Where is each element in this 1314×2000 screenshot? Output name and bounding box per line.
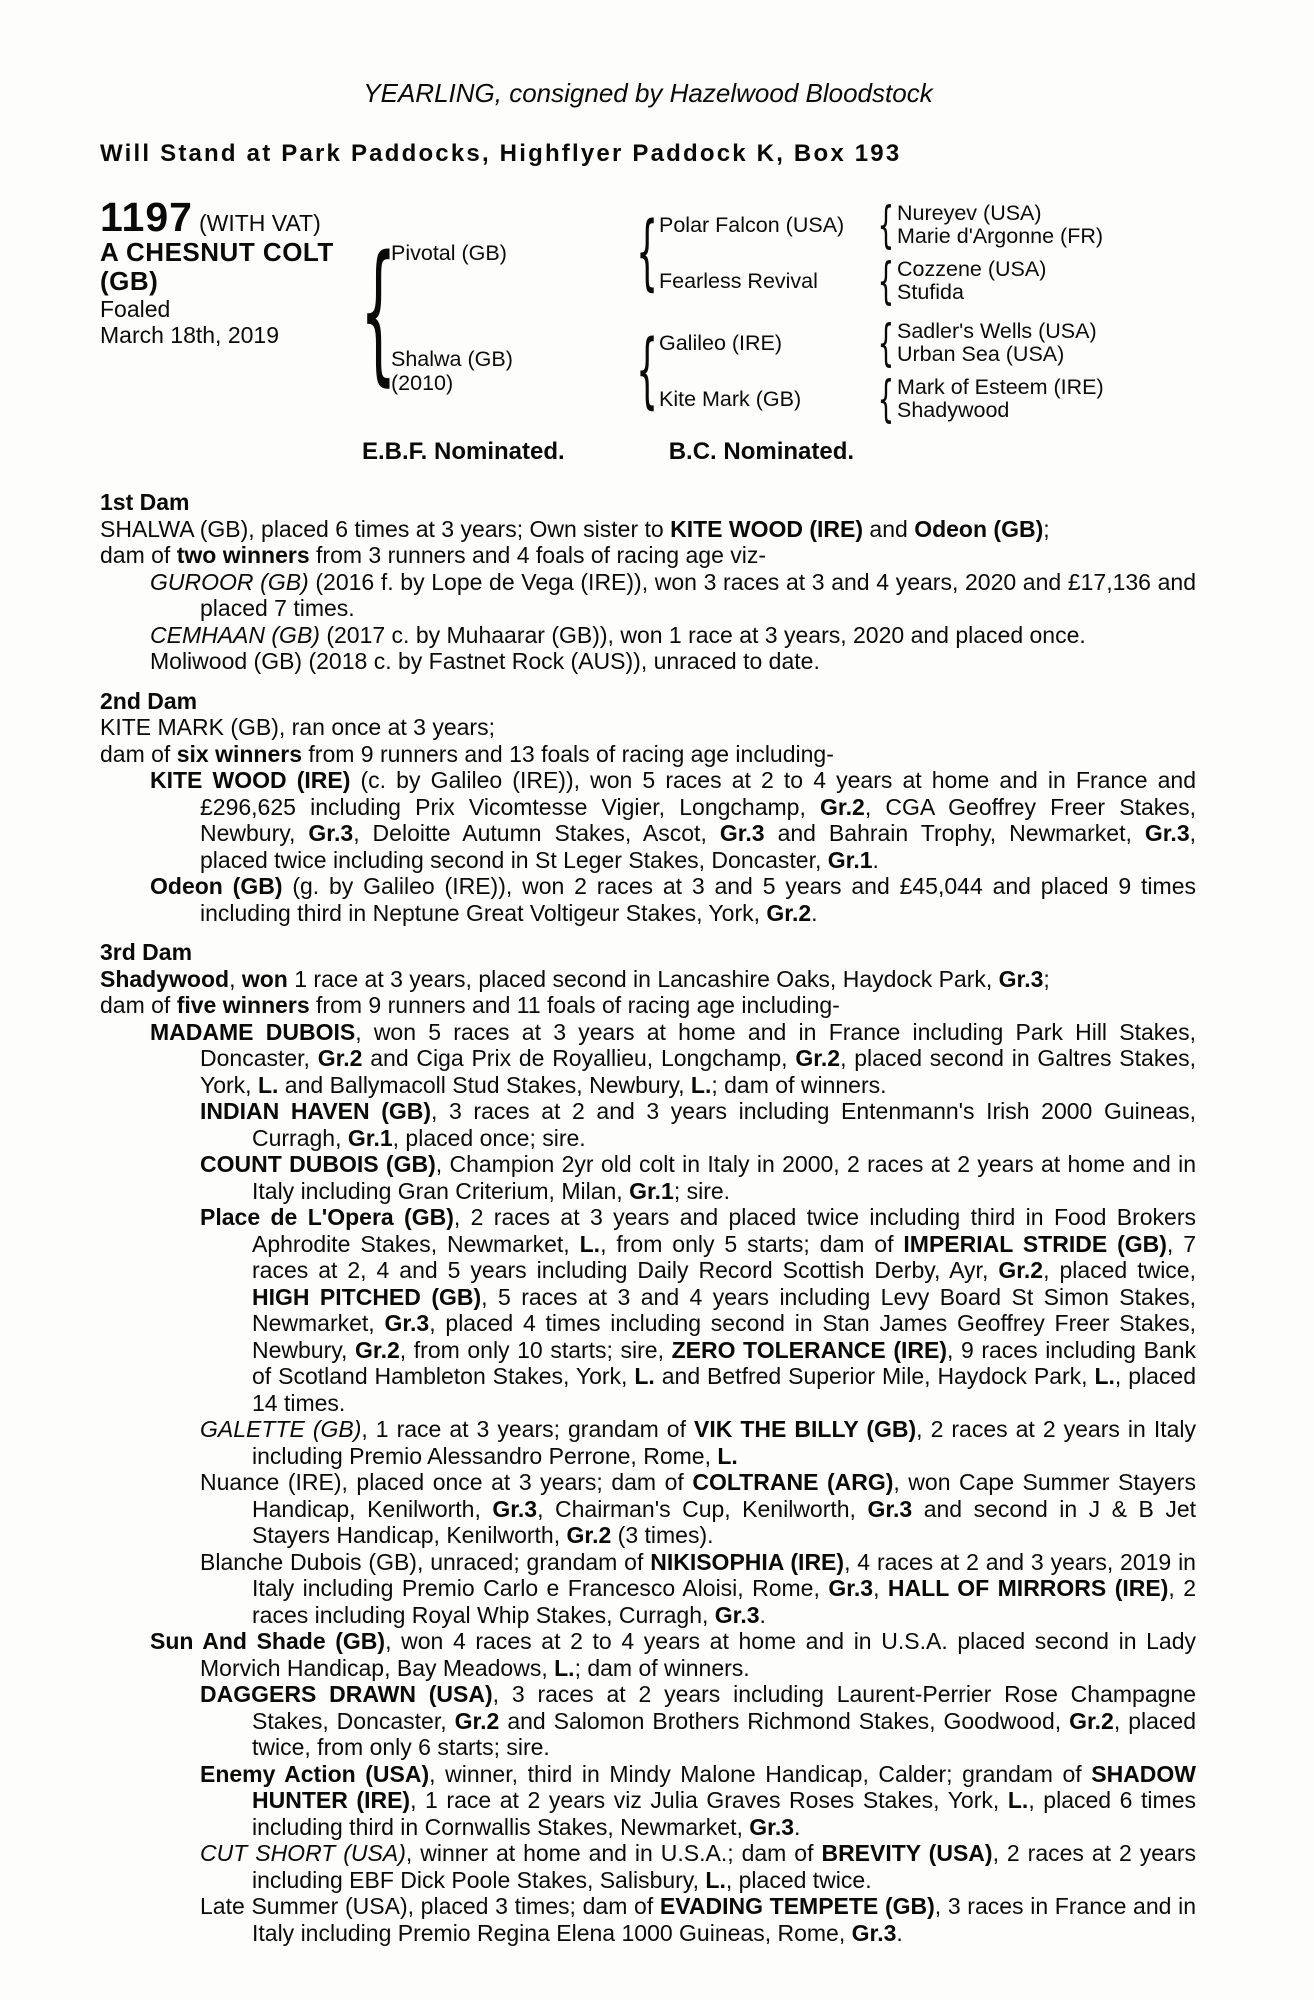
section-heading: 2nd Dam (100, 687, 198, 714)
dam-branch (391, 315, 1196, 427)
pedigree-paragraph: Odeon (GB) (g. by Galileo (IRE)), won 2 races at 3 and 5 years and £45,044 and placed 9 times including third in Neptune Great Voltigeur Stakes, York, Gr.2. (150, 873, 1196, 926)
pedigree-paragraph: dam of five winners from 9 runners and 11 foals of racing age including- (100, 992, 840, 1018)
pedigree-paragraph: CEMHAAN (GB) (2017 c. by Muhaarar (GB)), won 1 race at 3 years, 2020 and placed once. (150, 621, 1086, 648)
dam-sire-unit (659, 314, 1196, 372)
pedigree-paragraph: INDIAN HAVEN (GB), 3 races at 2 and 3 years including Entenmann's Irish 2000 Guineas, Curragh, Gr.1, placed once; sire. (200, 1098, 1197, 1151)
consignment-title: YEARLING, consigned by Hazelwood Bloodstock (363, 78, 933, 108)
pedigree-brace-small: { (877, 314, 895, 372)
sire-dam-name: Fearless Revival (659, 268, 818, 293)
dam-name (391, 347, 635, 395)
sire-sire-unit (659, 196, 1196, 254)
vat-note: (WITH VAT) (198, 210, 321, 236)
pedigree-brace-sire: { (636, 205, 658, 300)
ancestor-name: Shadywood (897, 398, 1010, 422)
pedigree-paragraph: Nuance (IRE), placed once at 3 years; dam of COLTRANE (ARG), won Cape Summer Stayers Handicap, Kenilworth, Gr.3, Chairman's Cup, Kenilworth, Gr.3 and second in J & B Jet Stayers Handicap, Kenilworth, Gr.2 (3 times). (200, 1469, 1197, 1548)
pedigree-paragraph: SHALWA (GB), placed 6 times at 3 years; Own sister to KITE WOOD (IRE) and Odeon (GB); (100, 515, 1050, 542)
ebf-nominated: E.B.F. Nominated. (362, 438, 565, 465)
ancestor-name: Cozzene (USA) (897, 257, 1047, 281)
dam-section (100, 688, 1196, 927)
sire-branch (391, 197, 1196, 309)
dam-sections (100, 489, 1196, 1946)
ancestor-name: Mark of Esteem (IRE) (897, 375, 1104, 399)
dam-year: (2010) (391, 371, 454, 395)
sire-sire-name: Polar Falcon (USA) (659, 212, 845, 237)
dam-sire-name: Galileo (IRE) (659, 330, 783, 355)
pedigree-brace-small: { (877, 196, 895, 254)
pedigree-paragraph: dam of two winners from 3 runners and 4 foals of racing age viz- (100, 542, 767, 568)
dam-dam-name: Kite Mark (GB) (659, 386, 802, 411)
pedigree-paragraph: GALETTE (GB), 1 race at 3 years; grandam of VIK THE BILLY (GB), 2 races at 2 years in Italy including Premio Alessandro Perrone, Rome, L. (200, 1416, 1197, 1469)
foaled-date: March 18th, 2019 (100, 322, 280, 348)
sire-dam-unit (659, 252, 1196, 310)
pedigree-paragraph: Blanche Dubois (GB), unraced; grandam of NIKISOPHIA (IRE), 4 races at 2 and 3 years, 2019 in Italy including Premio Carlo e Francesco Aloisi, Rome, Gr.3, HALL OF MIRRORS (IRE), 2 races including Royal Whip Stakes, Curragh, Gr.3. (200, 1548, 1196, 1628)
pedigree-paragraph: Shadywood, won 1 race at 3 years, placed second in Lancashire Oaks, Haydock Park, Gr.3; (100, 965, 1050, 992)
pedigree-paragraph: KITE MARK (GB), ran once at 3 years; (100, 714, 495, 740)
colt-country-suffix: (GB) (100, 266, 159, 296)
pedigree-paragraph: MADAME DUBOIS, won 5 races at 3 years at home and in France including Park Hill Stakes, Doncaster, Gr.2 and Ciga Prix de Royallieu, Longchamp, Gr.2, placed second in Galtres Stakes, York, L. and Ballymacoll Stud Stakes, Newbury, L.; dam of winners. (150, 1018, 1197, 1098)
pedigree-paragraph: DAGGERS DRAWN (USA), 3 races at 2 years including Laurent-Perrier Rose Champagne Stakes, Doncaster, Gr.2 and Salomon Brothers Richmond Stakes, Goodwood, Gr.2, placed twice, from only 6 starts; sire. (200, 1681, 1196, 1760)
pedigree-paragraph: CUT SHORT (USA), winner at home and in U.S.A.; dam of BREVITY (USA), 2 races at 2 years including EBF Dick Poole Stakes, Salisbury, L., placed twice. (200, 1840, 1197, 1893)
ancestor-name: Marie d'Argonne (FR) (897, 224, 1104, 248)
section-heading: 1st Dam (100, 489, 190, 515)
ancestor-name: Stufida (897, 280, 964, 304)
pedigree-brace-small: { (877, 252, 895, 310)
lot-header (100, 196, 365, 238)
ancestor-name: Nureyev (USA) (897, 201, 1042, 225)
pedigree-brace-dam: { (636, 323, 658, 418)
pedigree-paragraph: Enemy Action (USA), winner, third in Mindy Malone Handicap, Calder; grandam of SHADOW HUNTER (IRE), 1 race at 2 years viz Julia Graves Roses Stakes, York, L., placed 6 times including third in Cornwallis Stakes, Newmarket, Gr.3. (200, 1760, 1197, 1840)
ancestor-name: Urban Sea (USA) (897, 342, 1065, 366)
pedigree-brace-small: { (877, 370, 895, 428)
pedigree-block (100, 194, 1196, 430)
pedigree-paragraph: KITE WOOD (IRE) (c. by Galileo (IRE)), won 5 races at 2 to 4 years at home and in France and £296,625 including Prix Vicomtesse Vigier, Longchamp, Gr.2, CGA Geoffrey Freer Stakes, Newbury, Gr.3, Deloitte Autumn Stakes, Ascot, Gr.3 and Bahrain Trophy, Newmarket, Gr.3, placed twice including second in St Leger Stakes, Doncaster, Gr.1. (150, 767, 1197, 873)
pedigree-paragraph: dam of six winners from 9 runners and 13 foals of racing age including- (100, 740, 834, 767)
ancestor-name: Sadler's Wells (USA) (897, 319, 1097, 343)
pedigree-tree (359, 194, 1196, 430)
pedigree-paragraph: Place de L'Opera (GB), 2 races at 3 years and placed twice including third in Food Brokers Aphrodite Stakes, Newmarket, L., from only 5 starts; dam of IMPERIAL STRIDE (GB), 7 races at 2, 4 and 5 years including Daily Record Scottish Derby, Ayr, Gr.2, placed twice, HIGH PITCHED (GB), 5 races at 3 and 4 years including Levy Board St Simon Stakes, Newmarket, Gr.3, placed 4 times including second in Stan James Geoffrey Freer Stakes, Newbury, Gr.2, from only 10 starts; sire, ZERO TOLERANCE (IRE), 9 races including Bank of Scotland Hambleton Stakes, York, L. and Betfred Superior Mile, Haydock Park, L., placed 14 times. (200, 1204, 1197, 1416)
dam-name-line: Shalwa (GB) (391, 347, 513, 371)
colt-description: A CHESNUT COLT (100, 237, 334, 267)
nominations-line (100, 438, 1196, 465)
section-heading: 3rd Dam (100, 939, 193, 965)
lot-block (100, 194, 365, 348)
dam-dam-unit (659, 370, 1196, 428)
stand-location: Will Stand at Park Paddocks, Highflyer Paddock K, Box 193 (100, 140, 902, 167)
pedigree-brace-main: { (359, 223, 397, 400)
dam-section (100, 489, 1196, 675)
dam-section (100, 939, 1196, 1946)
pedigree-paragraph: GUROOR (GB) (2016 f. by Lope de Vega (IRE)), won 3 races at 3 and 4 years, 2020 and £17,136 and placed 7 times. (150, 568, 1197, 621)
pedigree-paragraph: Moliwood (GB) (2018 c. by Fastnet Rock (AUS)), unraced to date. (150, 648, 820, 674)
foaled-label: Foaled (100, 296, 171, 322)
bc-nominated: B.C. Nominated. (668, 438, 855, 465)
lot-number: 1197 (100, 194, 193, 240)
pedigree-paragraph: Sun And Shade (GB), won 4 races at 2 to 4 years at home and in U.S.A. placed second in Lady Morvich Handicap, Bay Meadows, L.; dam of winners. (150, 1628, 1197, 1681)
sire-name: Pivotal (GB) (391, 241, 507, 265)
pedigree-paragraph: COUNT DUBOIS (GB), Champion 2yr old colt in Italy in 2000, 2 races at 2 years at home and in Italy including Gran Criterium, Milan, Gr.1; sire. (200, 1151, 1196, 1204)
pedigree-paragraph: Late Summer (USA), placed 3 times; dam of EVADING TEMPETE (GB), 3 races in France and in Italy including Premio Regina Elena 1000 Guineas, Rome, Gr.3. (200, 1893, 1196, 1946)
